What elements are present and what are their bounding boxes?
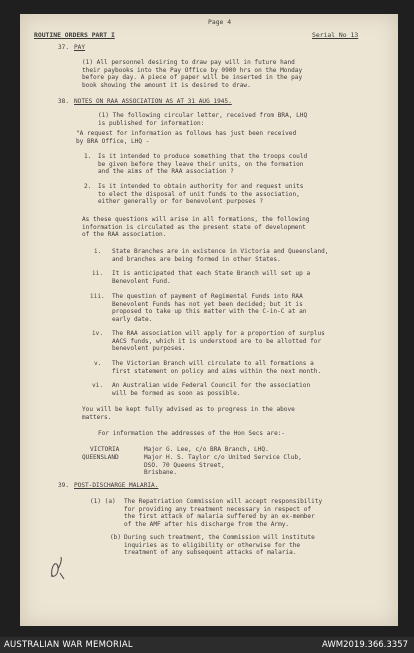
address-victoria: Major G. Lee, c/o BRA Branch, LHQ.: [144, 446, 269, 453]
malaria-a-text: The Repatriation Commission will accept responsibility for providing any treatment necessary in respect of the first attack of malaria suffered by an ex-member of the AMF after his discharge from the Army.: [124, 498, 323, 528]
closing-paragraph: You will be kept fully advised as to progress in the above matters.: [82, 406, 295, 421]
page-number: Page 4: [208, 18, 232, 26]
as-these-paragraph: As these questions will arise in all formations, the following information is circulated as the present state of development of the RAA association.: [82, 216, 310, 239]
point-i-number: i.: [94, 248, 102, 255]
handwritten-initials: [46, 553, 68, 583]
question-2-text: Is it intended to obtain authority for and request units to elect the disposal of unit funds to the association, either generally or for benevolent purposes ?: [98, 183, 304, 206]
archive-name: AUSTRALIAN WAR MEMORIAL: [4, 640, 133, 650]
document-page: [20, 14, 398, 626]
section-37-number: 37.: [58, 44, 70, 51]
section-38-quote: "A request for information as follows has just been received by BRA Office, LHQ -: [76, 130, 297, 145]
serial-number: Serial No 13: [312, 31, 359, 39]
point-v-number: v.: [94, 360, 102, 367]
section-39-number: 39.: [58, 482, 70, 489]
question-1-text: Is it intended to produce something that the troops could be given before they leave their units, on the formation and the aims of the RAA association ?: [98, 153, 308, 176]
address-state-victoria: VICTORIA: [90, 446, 120, 453]
archive-caption-bar: [0, 637, 414, 653]
malaria-b-text: During such treatment, the Commission will institute inquiries as to eligibility or otherwise for the treatment of any subsequent attacks of malaria.: [124, 534, 315, 557]
archive-reference: AWM2019.366.3357: [322, 640, 408, 650]
document-title: ROUTINE ORDERS PART I: [34, 31, 115, 39]
addresses-intro: For information the addresses of the Hon Secs are:-: [98, 430, 286, 437]
question-1-number: 1.: [84, 153, 92, 160]
point-iv-text: The RAA association will apply for a proportion of surplus AACS funds, which it is understood are to be allotted for benevolent purposes.: [112, 330, 325, 353]
point-i-text: State Branches are in existence in Victoria and Queensland, and branches are being formed in other States.: [112, 248, 329, 263]
point-iv-number: iv.: [92, 330, 104, 337]
section-39-heading: POST-DISCHARGE MALARIA.: [74, 482, 159, 489]
point-vi-number: vi.: [92, 382, 104, 389]
address-state-queensland: QUEENSLAND: [82, 454, 119, 461]
section-37-body: (1) All personnel desiring to draw pay will in future hand their paybooks into the Pay Office by 0900 hrs on the Monday before pay day. A piece of paper will be inserted in the pay book showing the amount it is desired to draw.: [82, 59, 303, 89]
point-ii-text: It is anticipated that each State Branch will set up a Benevolent Fund.: [112, 270, 311, 285]
point-iii-text: The question of payment of Regimental Funds into RAA Benevolent Funds has not yet been decided; but it is proposed to take up this matter with the C-in-C at an early date.: [112, 293, 307, 323]
section-38-heading: NOTES ON RAA ASSOCIATION AS AT 31 AUG 1945.: [74, 98, 232, 105]
point-ii-number: ii.: [92, 270, 104, 277]
address-queensland: Major H. S. Taylor c/o United Service Club, DSO. 70 Queens Street, Brisbane.: [144, 454, 302, 477]
point-v-text: The Victorian Branch will circulate to all formations a first statement on policy and aims within the next month.: [112, 360, 322, 375]
point-iii-number: iii.: [90, 293, 105, 300]
section-38-intro: (1) The following circular letter, received from BRA, LHQ is published for information:: [98, 112, 308, 127]
malaria-b-label: (b): [110, 534, 122, 541]
section-37-heading: PAY: [74, 44, 86, 51]
malaria-a-label: (1) (a): [90, 498, 116, 505]
section-38-number: 38.: [58, 98, 70, 105]
point-vi-text: An Australian wide Federal Council for the association will be formed as soon as possible.: [112, 382, 311, 397]
question-2-number: 2.: [84, 183, 92, 190]
